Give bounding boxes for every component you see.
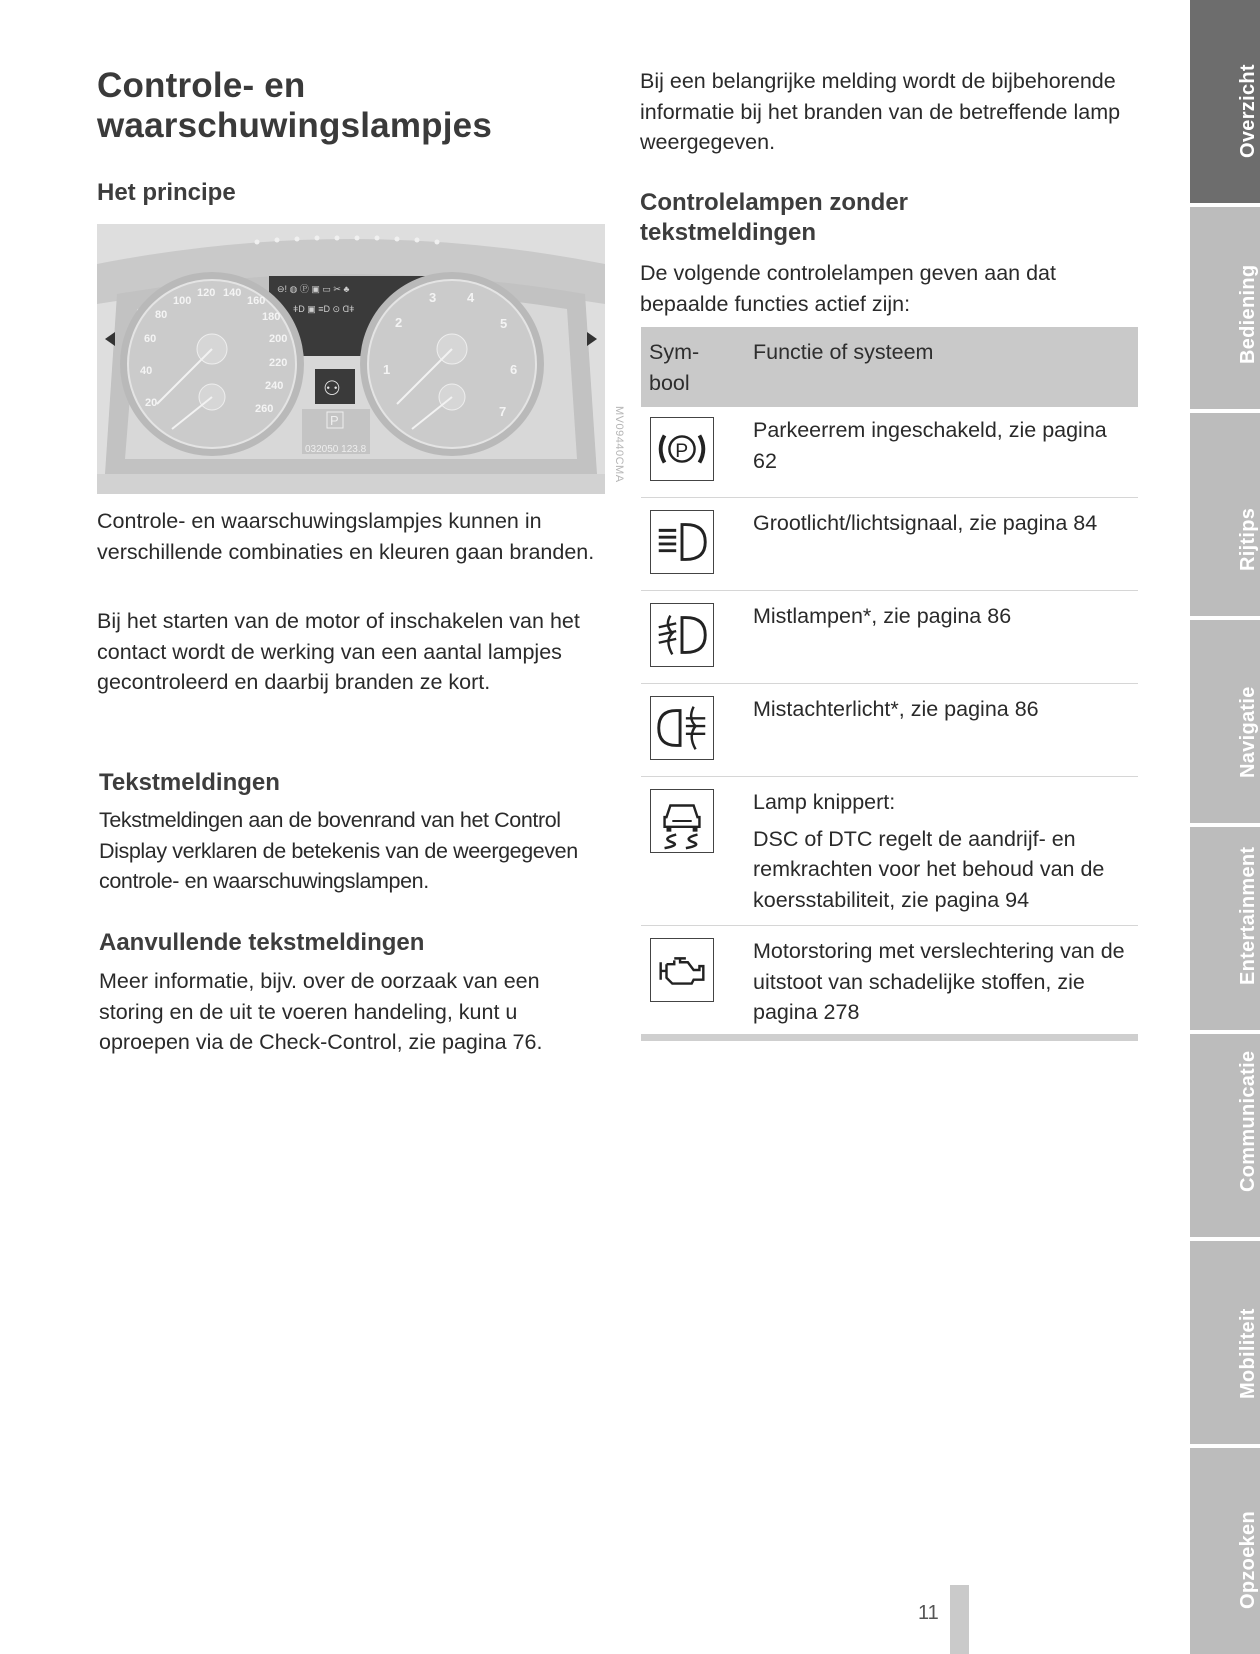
svg-text:P: P [675, 439, 689, 462]
column-header-function: Functie of systeem [753, 340, 934, 364]
high-beam-icon [650, 510, 714, 574]
heading-tekstmeldingen: Tekstmeldingen [99, 769, 280, 796]
engine-check-icon [650, 938, 714, 1002]
svg-text:6: 6 [510, 362, 518, 377]
tab-opzoeken[interactable]: Opzoeken [1190, 1448, 1260, 1654]
svg-text:160: 160 [247, 295, 266, 307]
table-row [641, 591, 1138, 684]
instrument-cluster-illustration [97, 224, 605, 494]
fog-light-icon [650, 603, 714, 667]
table-row [641, 926, 1138, 1041]
svg-text:3: 3 [429, 290, 437, 305]
row-function-text: Grootlicht/lichtsignaal, zie pagina 84 [753, 511, 1098, 535]
row-function-text: Motorstoring met verslechtering van de uitstoot van schadelijke stoffen, zie pagina 278 [753, 939, 1125, 1024]
paragraph-start-check: Bij het starten van de motor of inschakelen van het contact wordt de werking van een aantal lampjes gecontroleerd en daarbij branden ze kort. [97, 609, 580, 694]
row-function-text: Lamp knippert: DSC of DTC regelt de aandrijf- en remkrachten voor het behoud van de koersstabiliteit, zie pagina 94 [753, 790, 1105, 912]
svg-text:1: 1 [383, 362, 391, 377]
page-title [97, 66, 492, 146]
table-row [641, 684, 1138, 777]
table-row [641, 407, 1138, 498]
svg-text:80: 80 [155, 309, 168, 321]
svg-text:180: 180 [262, 311, 281, 323]
svg-text:100: 100 [173, 295, 192, 307]
heading-aanvullende-tekstmeldingen: Aanvullende tekstmeldingen [99, 929, 425, 956]
svg-text:7: 7 [499, 404, 507, 419]
instrument-cluster-figure [97, 224, 605, 494]
row-function-text: Mistachterlicht*, zie pagina 86 [753, 697, 1039, 721]
page-title-line1: Controle- en [97, 66, 306, 105]
row-function-text: Mistlampen*, zie pagina 86 [753, 604, 1012, 628]
page-title-line2: waarschuwingslampjes [97, 106, 492, 145]
parking-brake-icon [650, 417, 714, 481]
svg-text:ǂD ▣ ≡D ⊙ Ɑǂ: ǂD ▣ ≡D ⊙ Ɑǂ [293, 304, 355, 314]
svg-text:40: 40 [140, 365, 153, 377]
page-number: 11 [918, 1602, 939, 1624]
row-function-text: Parkeerrem ingeschakeld, zie pagina 62 [753, 418, 1107, 473]
svg-text:032050 123.8: 032050 123.8 [305, 444, 367, 455]
svg-text:260: 260 [255, 403, 274, 415]
tab-bediening[interactable]: Bediening [1190, 207, 1260, 409]
svg-text:140: 140 [223, 287, 242, 299]
section-tabs [1190, 0, 1260, 1654]
indicator-lights-table [641, 327, 1138, 1041]
svg-text:5: 5 [500, 316, 508, 331]
paragraph-tekstmeldingen: Tekstmeldingen aan de bovenrand van het Control Display verklaren de betekenis van de weergegeven controle- en waarschuwingslampen. [99, 808, 578, 893]
table-header [641, 327, 1138, 407]
svg-text:2: 2 [395, 315, 403, 330]
figure-code: MV09440CMA [613, 406, 625, 483]
paragraph-check-control: Meer informatie, bijv. over de oorzaak van een storing en de uit te voeren handeling, kunt u oproepen via de Check-Control, zie pagina 76. [99, 969, 543, 1054]
svg-text:⚇: ⚇ [323, 376, 341, 400]
tab-entertainment[interactable]: Entertainment [1190, 827, 1260, 1030]
table-row [641, 777, 1138, 926]
rear-fog-light-icon [650, 696, 714, 760]
tab-communicatie[interactable]: Communicatie [1190, 1034, 1260, 1237]
page-marker-bar [950, 1585, 969, 1654]
table-row [641, 498, 1138, 591]
tab-mobiliteit[interactable]: Mobiliteit [1190, 1241, 1260, 1444]
svg-text:⊖! ◍ Ⓟ ▣ ▭ ✂ ♣: ⊖! ◍ Ⓟ ▣ ▭ ✂ ♣ [277, 284, 350, 294]
heading-controlelampen: Controlelampen zonder tekstmeldingen [640, 189, 909, 246]
paragraph-combinations: Controle- en waarschuwingslampjes kunnen in verschillende combinaties en kleuren gaan branden. [97, 509, 595, 564]
tab-overzicht[interactable]: Overzicht [1190, 0, 1260, 203]
heading-het-principe: Het principe [97, 179, 236, 206]
column-header-symbol: Sym-bool [649, 340, 700, 395]
tab-rijtips[interactable]: Rijtips [1190, 413, 1260, 616]
paragraph-important-message: Bij een belangrijke melding wordt de bijbehorende informatie bij het branden van de betreffende lamp weergegeven. [640, 69, 1121, 154]
tab-navigatie[interactable]: Navigatie [1190, 620, 1260, 823]
dsc-skid-icon [650, 789, 714, 853]
svg-text:120: 120 [197, 287, 216, 299]
svg-text:P: P [330, 413, 339, 428]
svg-text:4: 4 [467, 290, 475, 305]
svg-text:240: 240 [265, 380, 284, 392]
svg-text:200: 200 [269, 333, 288, 345]
paragraph-following-lamps: De volgende controlelampen geven aan dat bepaalde functies actief zijn: [640, 261, 1056, 316]
svg-text:20: 20 [145, 397, 158, 409]
svg-text:220: 220 [269, 357, 288, 369]
svg-text:60: 60 [144, 333, 157, 345]
